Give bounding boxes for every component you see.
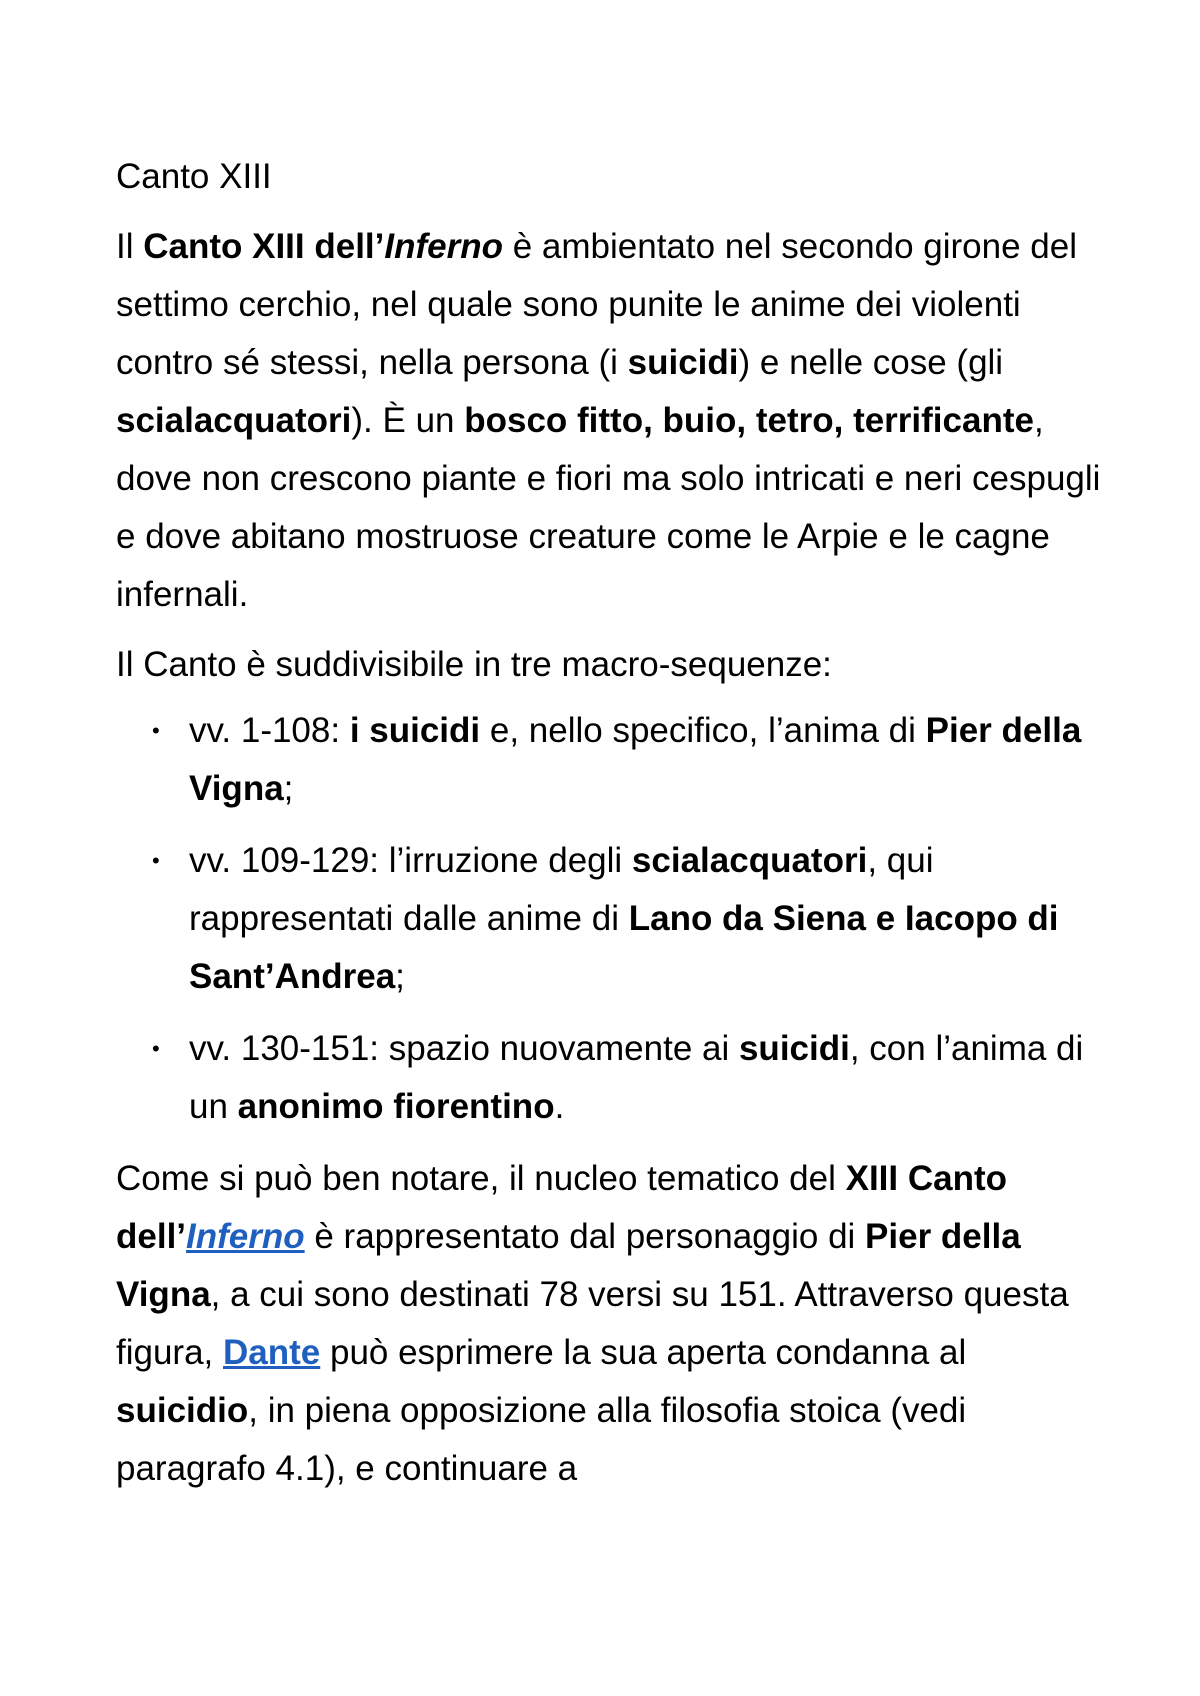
text-run: vv. 109-129: l’irruzione degli [189, 841, 632, 880]
bold-canto-title: Canto XIII dell’ [143, 227, 385, 266]
analysis-paragraph [116, 1150, 1116, 1498]
list-item [116, 1020, 1116, 1136]
text-run: è rappresentato dal personaggio di [304, 1217, 866, 1256]
bold-pier-della-vigna: Pier della Vigna [116, 1217, 1021, 1314]
bold-suicidi: suicidi [627, 343, 739, 382]
bullet-icon: • [152, 718, 160, 743]
text-run: , con l’anima di un [189, 1029, 1084, 1126]
bullet-icon: • [152, 848, 160, 873]
bold-scialacquatori: scialacquatori [116, 401, 352, 440]
bold-term: anonimo fiorentino [237, 1087, 555, 1126]
bold-term: scialacquatori [631, 841, 868, 880]
text-run: . [554, 1087, 565, 1126]
sequences-intro: Il Canto è suddivisibile in tre macro-sequenze: [116, 645, 832, 684]
intro-paragraph [116, 218, 1116, 624]
document-page [116, 148, 1116, 1498]
bold-term: Lano da Siena e Iacopo di Sant’Andrea [189, 899, 1059, 996]
list-item [116, 832, 1116, 1006]
text-run: ; [283, 769, 294, 808]
bold-suicidio: suicidio [116, 1391, 249, 1430]
document-title: Canto XIII [116, 157, 272, 196]
text-run: è ambientato nel secondo girone del settimo cerchio, nel quale sono punite le anime dei violenti contro sé stessi, nella persona (i [116, 227, 1077, 382]
text-run: e, nello specifico, l’anima di [480, 711, 926, 750]
text-run: Come si può ben notare, il nucleo tematico del [116, 1159, 846, 1198]
inferno-link[interactable]: Inferno [186, 1217, 305, 1256]
text-run: può esprimere la sua aperta condanna al [320, 1333, 967, 1372]
text-run: vv. 1-108: [189, 711, 350, 750]
bold-term: Pier della Vigna [189, 711, 1082, 808]
text-run: ; [395, 957, 405, 996]
text-run: ) e nelle cose (gli [738, 343, 1004, 382]
text-run: , a cui sono destinati 78 versi su 151. Attraverso questa figura, [116, 1275, 1069, 1372]
text-run: , dove non crescono piante e fiori ma solo intricati e neri cespugli e dove abitano mostruose creature come le Arpie e le cagne infernali. [116, 401, 1101, 614]
text-run: Il [116, 227, 144, 266]
text-run: , in piena opposizione alla filosofia stoica (vedi paragrafo 4.1), e continuare a [116, 1391, 967, 1488]
bold-canto-title: XIII Canto dell’ [116, 1159, 1007, 1256]
list-item [116, 702, 1116, 818]
text-run: vv. 130-151: spazio nuovamente ai [189, 1029, 739, 1068]
text-run: ). È un [351, 401, 465, 440]
bold-term: suicidi [738, 1029, 850, 1068]
bold-term: i suicidi [349, 711, 481, 750]
sequence-list [116, 702, 1116, 1136]
bullet-icon: • [152, 1036, 160, 1061]
italic-inferno: Inferno [384, 227, 503, 266]
dante-link[interactable]: Dante [223, 1333, 321, 1372]
bold-bosco: bosco fitto, buio, tetro, terrificante [464, 401, 1034, 440]
text-run: , qui rappresentati dalle anime di [189, 841, 934, 938]
